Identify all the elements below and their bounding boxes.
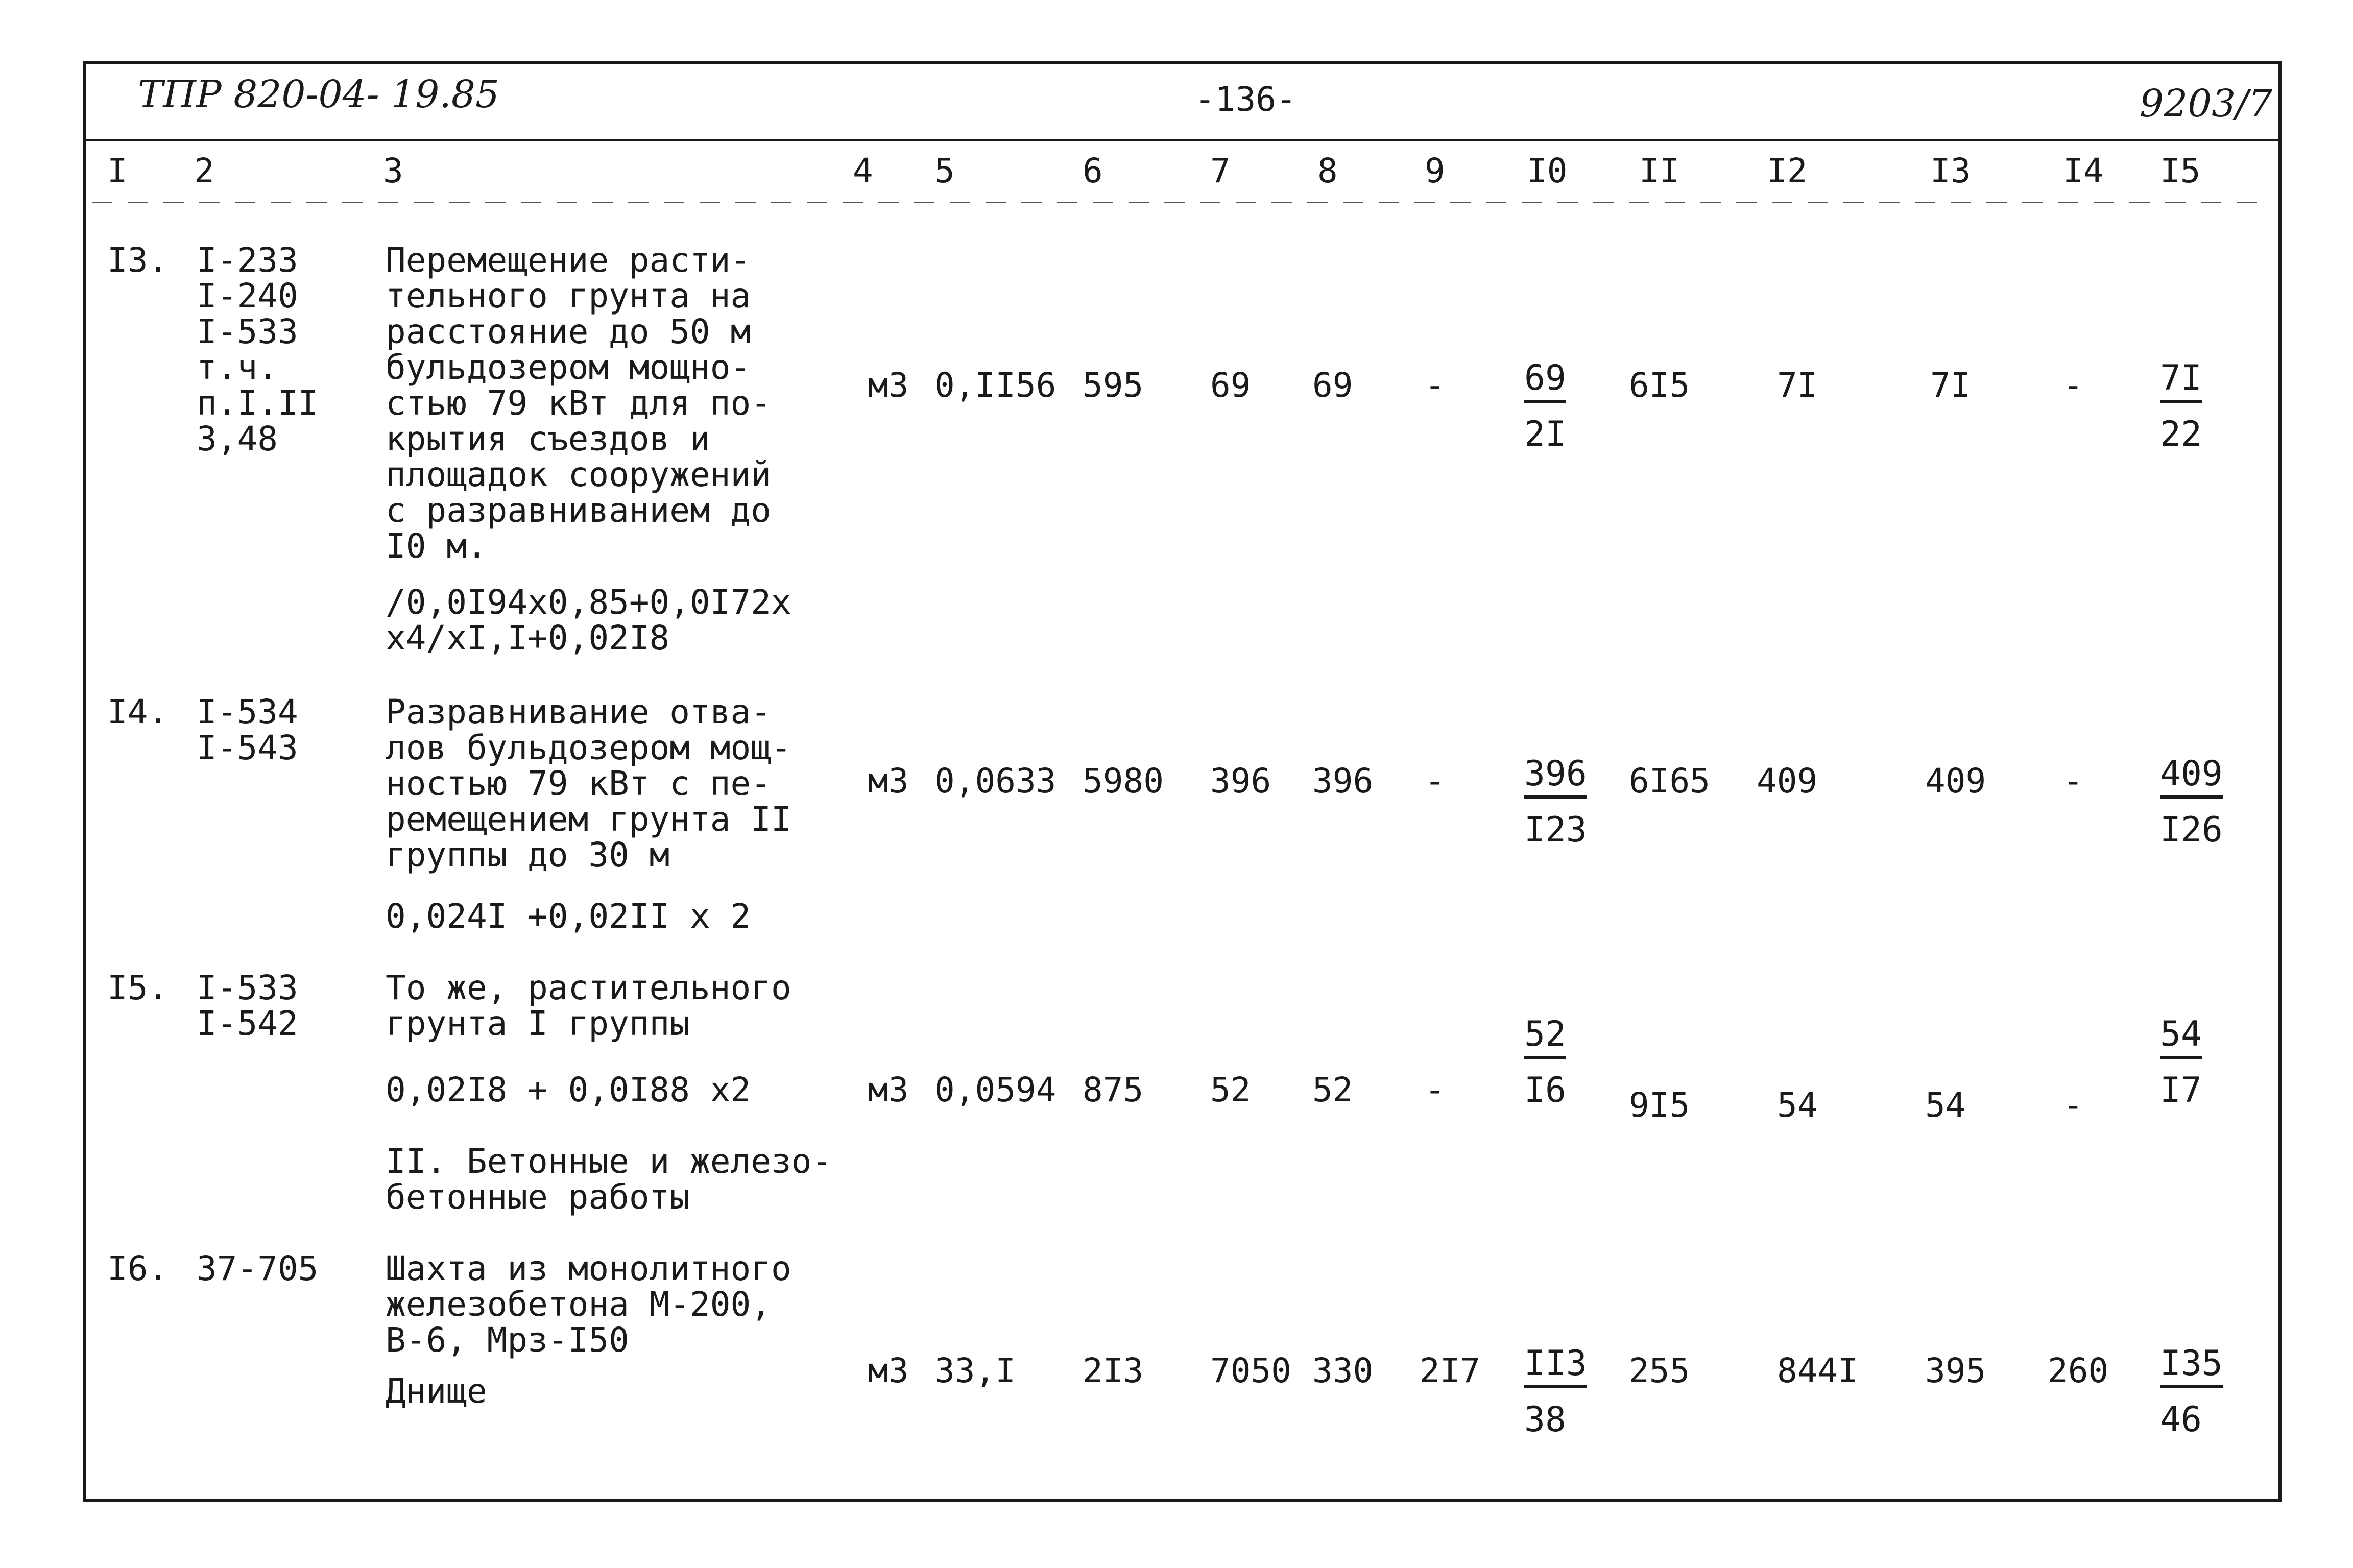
cell-7: 52 — [1210, 1070, 1251, 1109]
work-description: группы до 30 м — [386, 835, 670, 875]
unit: м3 — [868, 366, 909, 405]
cell-13: 54 — [1925, 1085, 1966, 1125]
row-number: I5. — [107, 968, 169, 1007]
cell-9: - — [1425, 366, 1445, 405]
work-description: площадок сооружений — [386, 455, 771, 494]
norm-code: I-542 — [197, 1004, 298, 1043]
formula: /0,0I94х0,85+0,0I72х — [386, 583, 791, 622]
section-title: II. Бетонные и железо- — [386, 1142, 832, 1181]
norm-code: I-534 — [197, 692, 298, 732]
col-header-10: I0 — [1527, 151, 1568, 190]
quantity: 0,II56 — [934, 366, 1057, 405]
col-header-1: I — [107, 151, 128, 190]
cell-9: 2I7 — [1420, 1351, 1481, 1390]
quantity: 33,I — [934, 1351, 1016, 1390]
fraction-numerator: I35 — [2160, 1345, 2223, 1388]
cell-12: 7I — [1777, 366, 1818, 405]
norm-code: I-543 — [197, 728, 298, 767]
cell-11: 9I5 — [1629, 1085, 1690, 1125]
cell-6: 875 — [1083, 1070, 1144, 1109]
col-header-15: I5 — [2160, 151, 2201, 190]
cell-9: - — [1425, 761, 1445, 801]
cell-12: 54 — [1777, 1085, 1818, 1125]
cell-6: 5980 — [1083, 761, 1164, 801]
cell-11: 6I5 — [1629, 366, 1690, 405]
sheet-code: 9203/7 — [2140, 82, 2273, 126]
work-description: Перемещение расти- — [386, 240, 751, 280]
fraction-numerator: 396 — [1524, 756, 1587, 799]
work-description: тельного грунта на — [386, 276, 751, 316]
fraction-denominator: I7 — [2160, 1070, 2202, 1111]
unit: м3 — [868, 1351, 909, 1390]
col-header-3: 3 — [383, 151, 403, 190]
work-description: В-6, Мрз-I50 — [386, 1320, 629, 1360]
col-header-2: 2 — [194, 151, 214, 190]
cell-7: 396 — [1210, 761, 1271, 801]
cell-7: 69 — [1210, 366, 1251, 405]
cell-8: 396 — [1312, 761, 1374, 801]
formula: х4/хI,I+0,02I8 — [386, 618, 670, 658]
fraction-numerator: II3 — [1524, 1345, 1587, 1388]
unit: м3 — [868, 761, 909, 801]
col-header-9: 9 — [1425, 151, 1445, 190]
cell-6: 2I3 — [1083, 1351, 1144, 1390]
work-description: ремещением грунта II — [386, 800, 791, 839]
cell-10-fraction — [1524, 1345, 1587, 1438]
work-description: грунта I группы — [386, 1004, 690, 1043]
col-header-12: I2 — [1767, 151, 1808, 190]
cell-8: 69 — [1312, 366, 1353, 405]
formula: 0,024I +0,02II х 2 — [386, 897, 751, 936]
header-divider — [83, 139, 2282, 141]
fraction-denominator: 22 — [2160, 414, 2202, 454]
cell-15-fraction — [2160, 1016, 2202, 1109]
fraction-numerator: 7I — [2160, 360, 2202, 403]
fraction-numerator: 69 — [1524, 360, 1566, 403]
cell-11: 255 — [1629, 1351, 1690, 1390]
work-description: крытия съездов и — [386, 419, 710, 459]
cell-13: 395 — [1925, 1351, 1986, 1390]
cell-14: - — [2063, 1085, 2083, 1125]
col-header-14: I4 — [2063, 151, 2104, 190]
row-number: I4. — [107, 692, 169, 732]
cell-15-fraction — [2160, 756, 2223, 849]
norm-code: п.I.II — [197, 383, 319, 423]
header-underline — [92, 202, 2272, 203]
norm-code: I-533 — [197, 312, 298, 351]
cell-10-fraction — [1524, 1016, 1566, 1109]
fraction-denominator: I26 — [2160, 810, 2223, 850]
col-header-4: 4 — [853, 151, 873, 190]
fraction-numerator: 54 — [2160, 1016, 2202, 1059]
fraction-numerator: 409 — [2160, 756, 2223, 799]
work-description: железобетона М-200, — [386, 1285, 771, 1324]
col-header-5: 5 — [934, 151, 955, 190]
cell-9: - — [1425, 1070, 1445, 1109]
col-header-13: I3 — [1930, 151, 1971, 190]
doc-code: ТПР 820-04- 19.85 — [138, 73, 499, 116]
unit: м3 — [868, 1070, 909, 1109]
cell-14: 260 — [2048, 1351, 2109, 1390]
norm-code: т.ч. — [197, 348, 278, 387]
work-description: То же, растительного — [386, 968, 791, 1007]
cell-12: 844I — [1777, 1351, 1858, 1390]
col-header-6: 6 — [1083, 151, 1103, 190]
work-description: I0 м. — [386, 526, 487, 566]
fraction-denominator: I6 — [1524, 1070, 1566, 1111]
fraction-numerator: 52 — [1524, 1016, 1566, 1059]
col-header-11: II — [1639, 151, 1680, 190]
row-number: I6. — [107, 1249, 169, 1288]
section-title: бетонные работы — [386, 1177, 690, 1217]
fraction-denominator: 2I — [1524, 414, 1566, 454]
cell-8: 330 — [1312, 1351, 1374, 1390]
cell-14: - — [2063, 761, 2083, 801]
work-description: ностью 79 кВт с пе- — [386, 764, 771, 803]
cell-15-fraction — [2160, 1345, 2223, 1438]
work-description: Разравнивание отва- — [386, 692, 771, 732]
work-description: расстояние до 50 м — [386, 312, 751, 351]
norm-code: 37-705 — [197, 1249, 319, 1288]
page-number: -136- — [1195, 80, 1296, 119]
formula: 0,02I8 + 0,0I88 х2 — [386, 1070, 751, 1109]
cell-10-fraction — [1524, 756, 1587, 849]
work-description: Днище — [386, 1371, 487, 1411]
col-header-8: 8 — [1317, 151, 1338, 190]
cell-8: 52 — [1312, 1070, 1353, 1109]
work-description: с разравниванием до — [386, 491, 771, 530]
fraction-denominator: I23 — [1524, 810, 1587, 850]
cell-13: 7I — [1930, 366, 1971, 405]
norm-code: I-233 — [197, 240, 298, 280]
work-description: стью 79 кВт для по- — [386, 383, 771, 423]
cell-10-fraction — [1524, 360, 1566, 453]
row-number: I3. — [107, 240, 169, 280]
cell-15-fraction — [2160, 360, 2202, 453]
work-description: бульдозером мощно- — [386, 348, 751, 387]
fraction-denominator: 38 — [1524, 1400, 1566, 1440]
cell-6: 595 — [1083, 366, 1144, 405]
cell-13: 409 — [1925, 761, 1986, 801]
col-header-7: 7 — [1210, 151, 1231, 190]
cell-14: - — [2063, 366, 2083, 405]
norm-code: I-240 — [197, 276, 298, 316]
work-description: Шахта из монолитного — [386, 1249, 791, 1288]
quantity: 0,0594 — [934, 1070, 1057, 1109]
quantity: 0,0633 — [934, 761, 1057, 801]
cell-12: 409 — [1757, 761, 1818, 801]
cell-7: 7050 — [1210, 1351, 1291, 1390]
norm-code: 3,48 — [197, 419, 278, 459]
cell-11: 6I65 — [1629, 761, 1710, 801]
fraction-denominator: 46 — [2160, 1400, 2202, 1440]
work-description: лов бульдозером мощ- — [386, 728, 791, 767]
norm-code: I-533 — [197, 968, 298, 1007]
